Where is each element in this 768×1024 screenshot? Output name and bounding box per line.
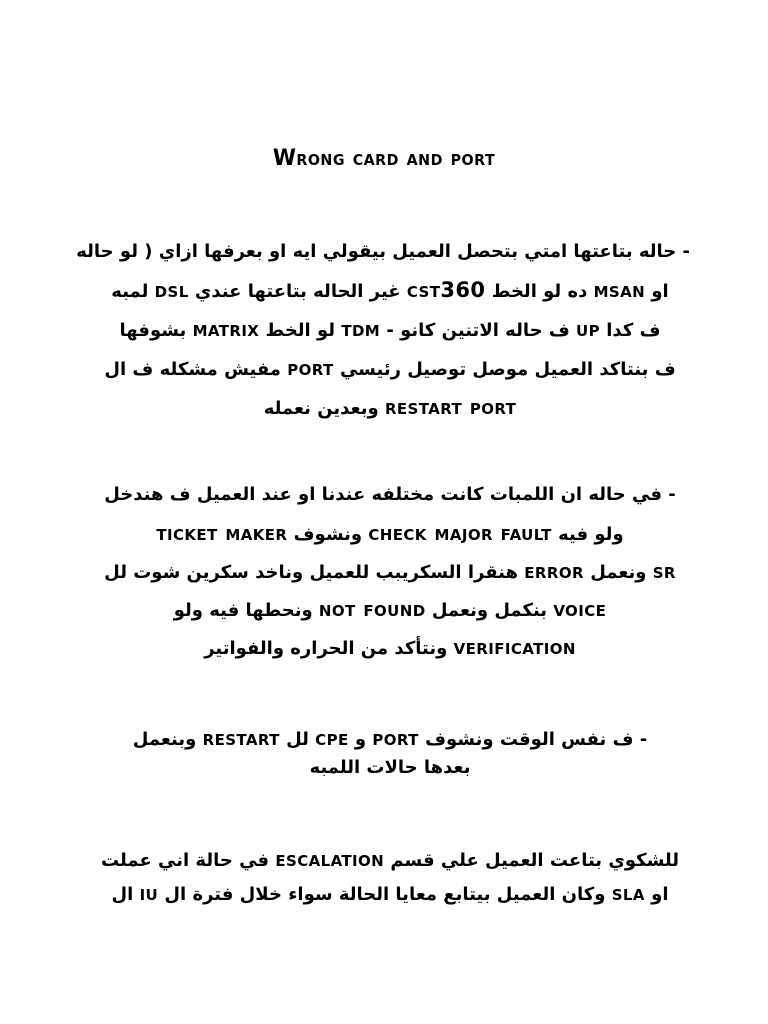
document-title: Wrong card and port (272, 146, 496, 171)
paragraph-4 (90, 842, 690, 910)
paragraph-3 (90, 723, 690, 783)
paragraph-line: ف كدا up ف حاله الاتنين كانو - tdm لو الخط matrix بشوفها (119, 317, 661, 341)
paragraph-line: للشكوي بتاعت العميل علي قسم escalation في حالة اني عملت (100, 847, 680, 871)
paragraph-line: sr ونعمل error هنقرا السكريبب للعميل وناخد سكرين شوت لل (104, 559, 676, 583)
paragraph-line: او sla وكان العميل بيتابع معايا الحالة سواء خلال فترة ال iu ال (111, 881, 669, 905)
paragraph-2 (90, 476, 690, 666)
paragraph-line: - في حاله ان اللمبات كانت مختلفه عندنا او عند العميل ف هندخل (104, 484, 676, 505)
paragraph-line: - ف نفس الوقت ونشوف port و cpe لل restart وبنعمل (132, 726, 648, 750)
paragraph-line: verification ونتأكد من الحراره والفواتير (204, 635, 576, 659)
paragraph-line: restart port وبعدين نعمله (263, 395, 517, 419)
paragraph-line: voice بنكمل ونعمل not found ونحطها فيه ولو (173, 597, 607, 621)
paragraph-line: - حاله بتاعتها امتي بتحصل العميل بيقولي ايه او بعرفها ازاي ( لو حاله (76, 241, 690, 262)
paragraph-1 (76, 232, 690, 427)
paragraph-line: ولو فيه check major fault ونشوف ticket maker (156, 521, 624, 545)
paragraph-line: بعدها حالات اللمبه (309, 757, 471, 778)
paragraph-line: او msan ده لو الخط cst360 غير الحاله بتاعتها عندي dsl لمبه (111, 278, 669, 302)
paragraph-line: ف بنتاكد العميل موصل توصيل رئيسي port مفيش مشكله ف ال (104, 356, 676, 380)
